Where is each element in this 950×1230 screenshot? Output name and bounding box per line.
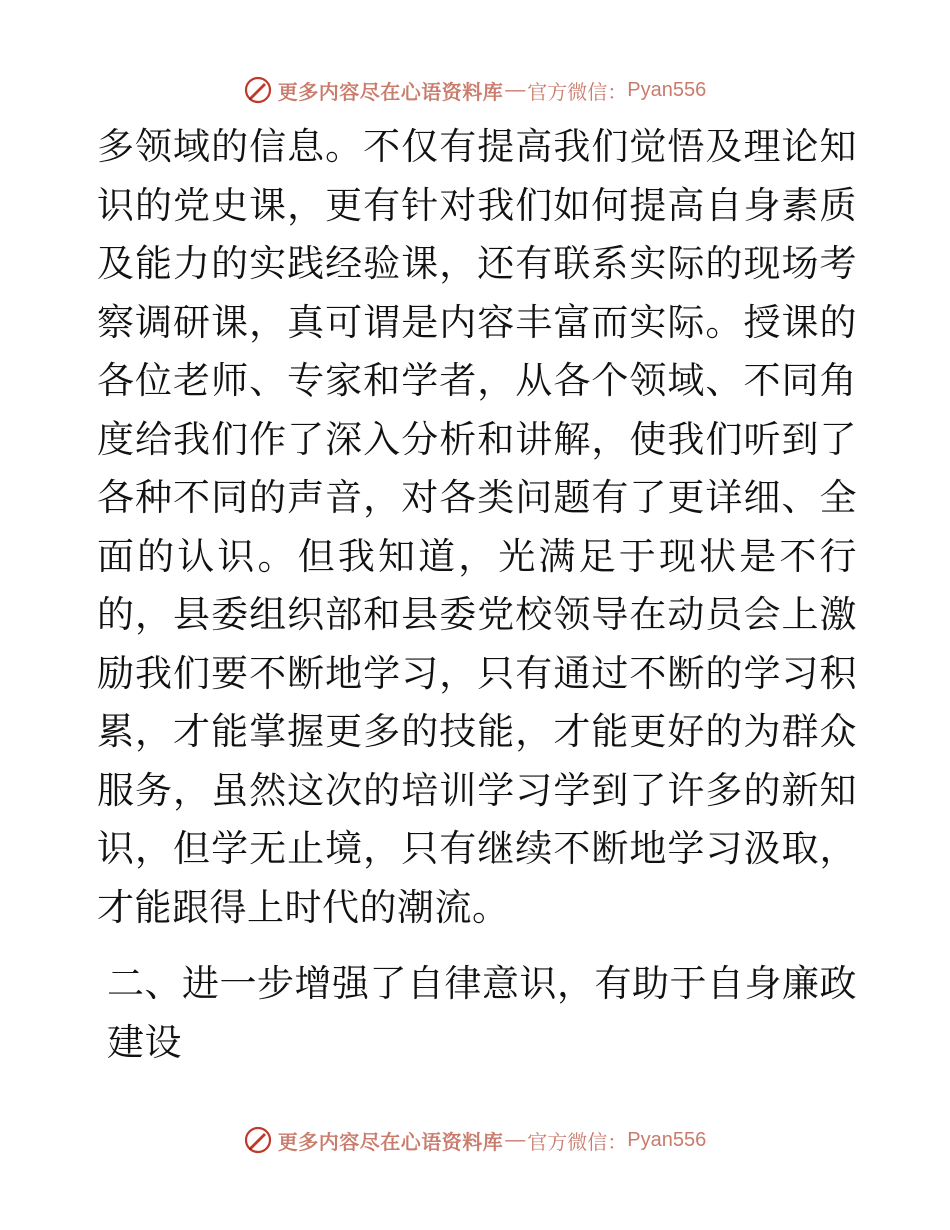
section-heading: 二、进一步增强了自律意识，有助于自身廉政建设 [107, 962, 857, 1064]
watermark-label: 官方微信： [527, 1129, 628, 1154]
watermark-label: 官方微信： [527, 79, 628, 104]
watermark-main-text: 更多内容尽在心语资料库 [277, 1129, 504, 1154]
watermark-main-text: 更多内容尽在心语资料库 [277, 79, 504, 104]
header-watermark [0, 70, 950, 110]
watermark-id: Pyan556 [627, 1128, 707, 1151]
watermark-dash: — [505, 1128, 526, 1151]
watermark-dash: — [505, 78, 526, 101]
footer-watermark [0, 1120, 950, 1160]
watermark-id: Pyan556 [627, 78, 707, 101]
document-body [97, 118, 857, 1072]
body-paragraph: 多领域的信息。不仅有提高我们觉悟及理论知识的党史课，更有针对我们如何提高自身素质及能力的实践经验课，还有联系实际的现场考察调研课，真可谓是内容丰富而实际。授课的各位老师、专家和学者，从各个领域、不同角度给我们作了深入分析和讲解，使我们听到了各种不同的声音，对各类问题有了更详细、全面的认识。但我知道，光满足于现状是不行的，县委组织部和县委党校领导在动员会上激励我们要不断地学习，只有通过不断的学习积累，才能掌握更多的技能，才能更好的为群众服务，虽然这次的培训学习学到了许多的新知识，但学无止境，只有继续不断地学习汲取，才能跟得上时代的潮流。 [97, 125, 857, 929]
pen-logo-icon [244, 1126, 272, 1154]
pen-logo-icon [244, 76, 272, 104]
